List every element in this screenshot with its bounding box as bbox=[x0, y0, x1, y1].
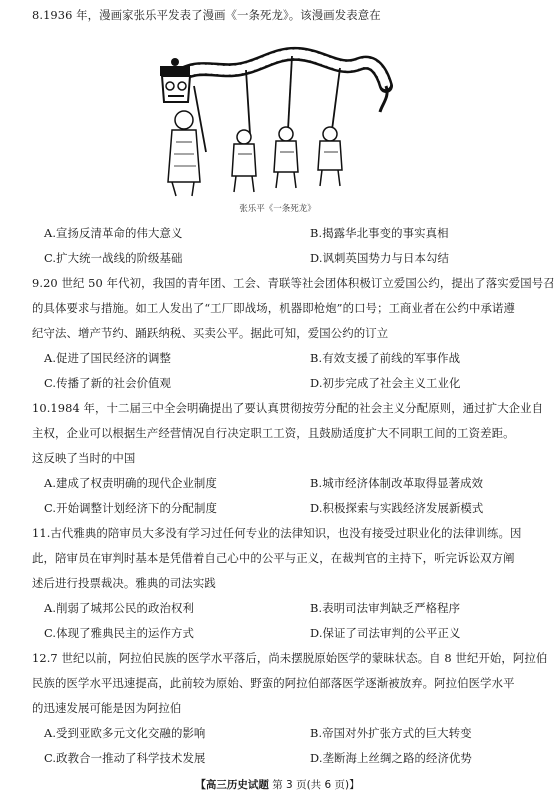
cartoon-dead-dragon-image bbox=[154, 42, 394, 200]
q9-option-d[interactable]: D.初步完成了社会主义工业化 bbox=[310, 376, 461, 390]
q12-stem-line-2: 民族的医学水平迅速提高，此前较为原始、野蛮的阿拉伯部落医学逐渐被放弃。阿拉伯医学水平 bbox=[32, 676, 515, 690]
q11-option-a[interactable]: A.削弱了城邦公民的政治权利 bbox=[44, 601, 194, 615]
q10-stem-line-2: 主权，企业可以根据生产经营情况自行决定职工工资，且鼓励适度扩大不同职工间的工资差距。 bbox=[32, 426, 515, 440]
q10-stem-line-1: 10.1984 年，十二届三中全会明确提出了要认真贯彻按劳分配的社会主义分配原则，通过扩大企业自 bbox=[32, 401, 544, 415]
q11-option-b[interactable]: B.表明司法审判缺乏严格程序 bbox=[310, 601, 461, 615]
q12-option-c[interactable]: C.政教合一推动了科学技术发展 bbox=[44, 751, 206, 765]
q10-option-b[interactable]: B.城市经济体制改革取得显著成效 bbox=[310, 476, 484, 490]
q10-option-c[interactable]: C.开始调整计划经济下的分配制度 bbox=[44, 501, 217, 515]
q11-stem-line-1: 11.古代雅典的陪审员大多没有学习过任何专业的法律知识，也没有接受过职业化的法律训练。因 bbox=[32, 526, 522, 540]
footer-title: 【高三历史试题 bbox=[195, 779, 269, 791]
q12-stem-line-1: 12.7 世纪以前，阿拉伯民族的医学水平落后，尚未摆脱原始医学的蒙昧状态。自 8 世纪开始，阿拉伯 bbox=[32, 651, 548, 665]
q9-stem-line-2: 的具体要求与措施。如工人发出了“工厂即战场，机器即枪炮”的口号；工商业者在公约中承诺遵 bbox=[32, 301, 515, 315]
footer-page-number: 第 3 页(共 6 页)】 bbox=[272, 779, 360, 791]
q9-stem-line-1: 9.20 世纪 50 年代初，我国的青年团、工会、青联等社会团体积极订立爱国公约，提出了落实爱国号召 bbox=[32, 276, 555, 290]
q10-option-d[interactable]: D.积极探索与实践经济发展新模式 bbox=[310, 501, 484, 515]
q12-option-b[interactable]: B.帝国对外扩张方式的巨大转变 bbox=[310, 726, 472, 740]
q9-stem-line-3: 纪守法、增产节约、踊跃纳税、买卖公平。据此可知，爱国公约的订立 bbox=[32, 326, 389, 340]
q11-stem-line-2: 此，陪审员在审判时基本是凭借着自己心中的公平与正义，在裁判官的主持下，听完诉讼双方阐 bbox=[32, 551, 515, 565]
page-footer bbox=[0, 777, 555, 792]
q11-option-c[interactable]: C.体现了雅典民主的运作方式 bbox=[44, 626, 195, 640]
q8-option-a[interactable]: A.宣扬反清革命的伟大意义 bbox=[44, 226, 183, 240]
cartoon-caption: 张乐平《一条死龙》 bbox=[239, 204, 316, 214]
q12-option-a[interactable]: A.受到亚欧多元文化交融的影响 bbox=[44, 726, 206, 740]
q9-option-c[interactable]: C.传播了新的社会价值观 bbox=[44, 376, 172, 390]
q9-option-b[interactable]: B.有效支援了前线的军事作战 bbox=[310, 351, 461, 365]
q8-option-d[interactable]: D.讽刺英国势力与日本勾结 bbox=[310, 251, 449, 265]
q8-stem: 8.1936 年，漫画家张乐平发表了漫画《一条死龙》。该漫画发表意在 bbox=[32, 8, 381, 22]
q9-option-a[interactable]: A.促进了国民经济的调整 bbox=[44, 351, 171, 365]
q12-stem-line-3: 的迅速发展可能是因为阿拉伯 bbox=[32, 701, 182, 715]
q11-stem-line-3: 述后进行投票裁决。雅典的司法实践 bbox=[32, 576, 216, 590]
q10-option-a[interactable]: A.建成了权责明确的现代企业制度 bbox=[44, 476, 217, 490]
q8-option-c[interactable]: C.扩大统一战线的阶级基础 bbox=[44, 251, 183, 265]
q10-stem-line-3: 这反映了当时的中国 bbox=[32, 451, 136, 465]
q12-option-d[interactable]: D.垄断海上丝绸之路的经济优势 bbox=[310, 751, 472, 765]
q8-option-b[interactable]: B.揭露华北事变的事实真相 bbox=[310, 226, 449, 240]
q11-option-d[interactable]: D.保证了司法审判的公平正义 bbox=[310, 626, 461, 640]
